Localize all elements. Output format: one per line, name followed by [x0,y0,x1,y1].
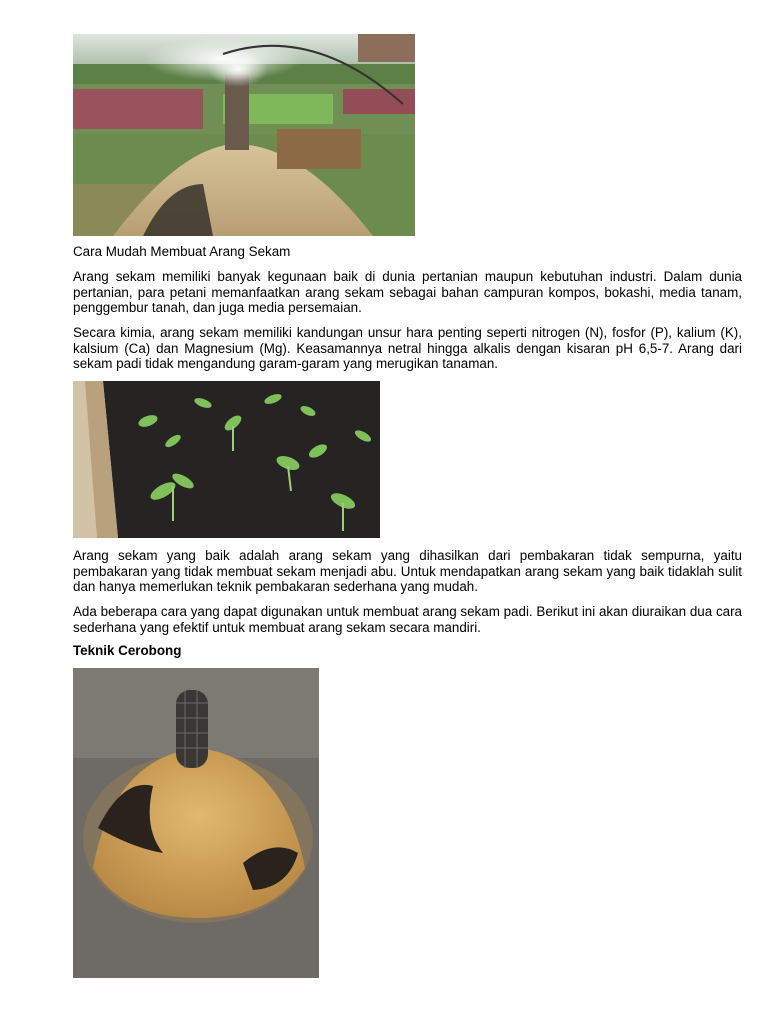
paragraph-4: Ada beberapa cara yang dapat digunakan untuk membuat arang sekam padi. Berikut ini akan diuraikan dua cara sederhana yang efektif untuk membuat arang sekam secara mandiri. [73,604,742,635]
paragraph-1: Arang sekam memiliki banyak kegunaan baik di dunia pertanian maupun kebutuhan industri. Dalam dunia pertanian, para petani memanfaatkan arang sekam sebagai bahan campuran kompos, bokashi, media tanam, penggembur tanah, dan juga media persemaian. [73,269,742,316]
seedlings-photo [73,381,380,538]
chimney-smoke-illustration [73,34,415,236]
caption: Cara Mudah Membuat Arang Sekam [73,244,291,259]
chimney-smoke-photo [73,34,415,236]
paragraph-3: Arang sekam yang baik adalah arang sekam yang dihasilkan dari pembakaran tidak sempurna, yaitu pembakaran yang tidak membuat sekam menjadi abu. Untuk mendapatkan arang sekam yang baik tidaklah sulit dan hanya memerlukan teknik pembakaran sederhana yang mudah. [73,548,742,595]
husk-mound-photo [73,668,319,978]
paragraph-2: Secara kimia, arang sekam memiliki kandungan unsur hara penting seperti nitrogen (N), fosfor (P), kalium (K), kalsium (Ca) dan Magnesium (Mg). Keasamannya netral hingga alkalis dengan kisaran pH 6,5-7. Arang dari sekam padi tidak mengandung garam-garam yang merugikan tanaman. [73,325,742,372]
husk-mound-illustration [73,668,319,978]
section-heading: Teknik Cerobong [73,643,182,658]
seedlings-illustration [73,381,380,538]
